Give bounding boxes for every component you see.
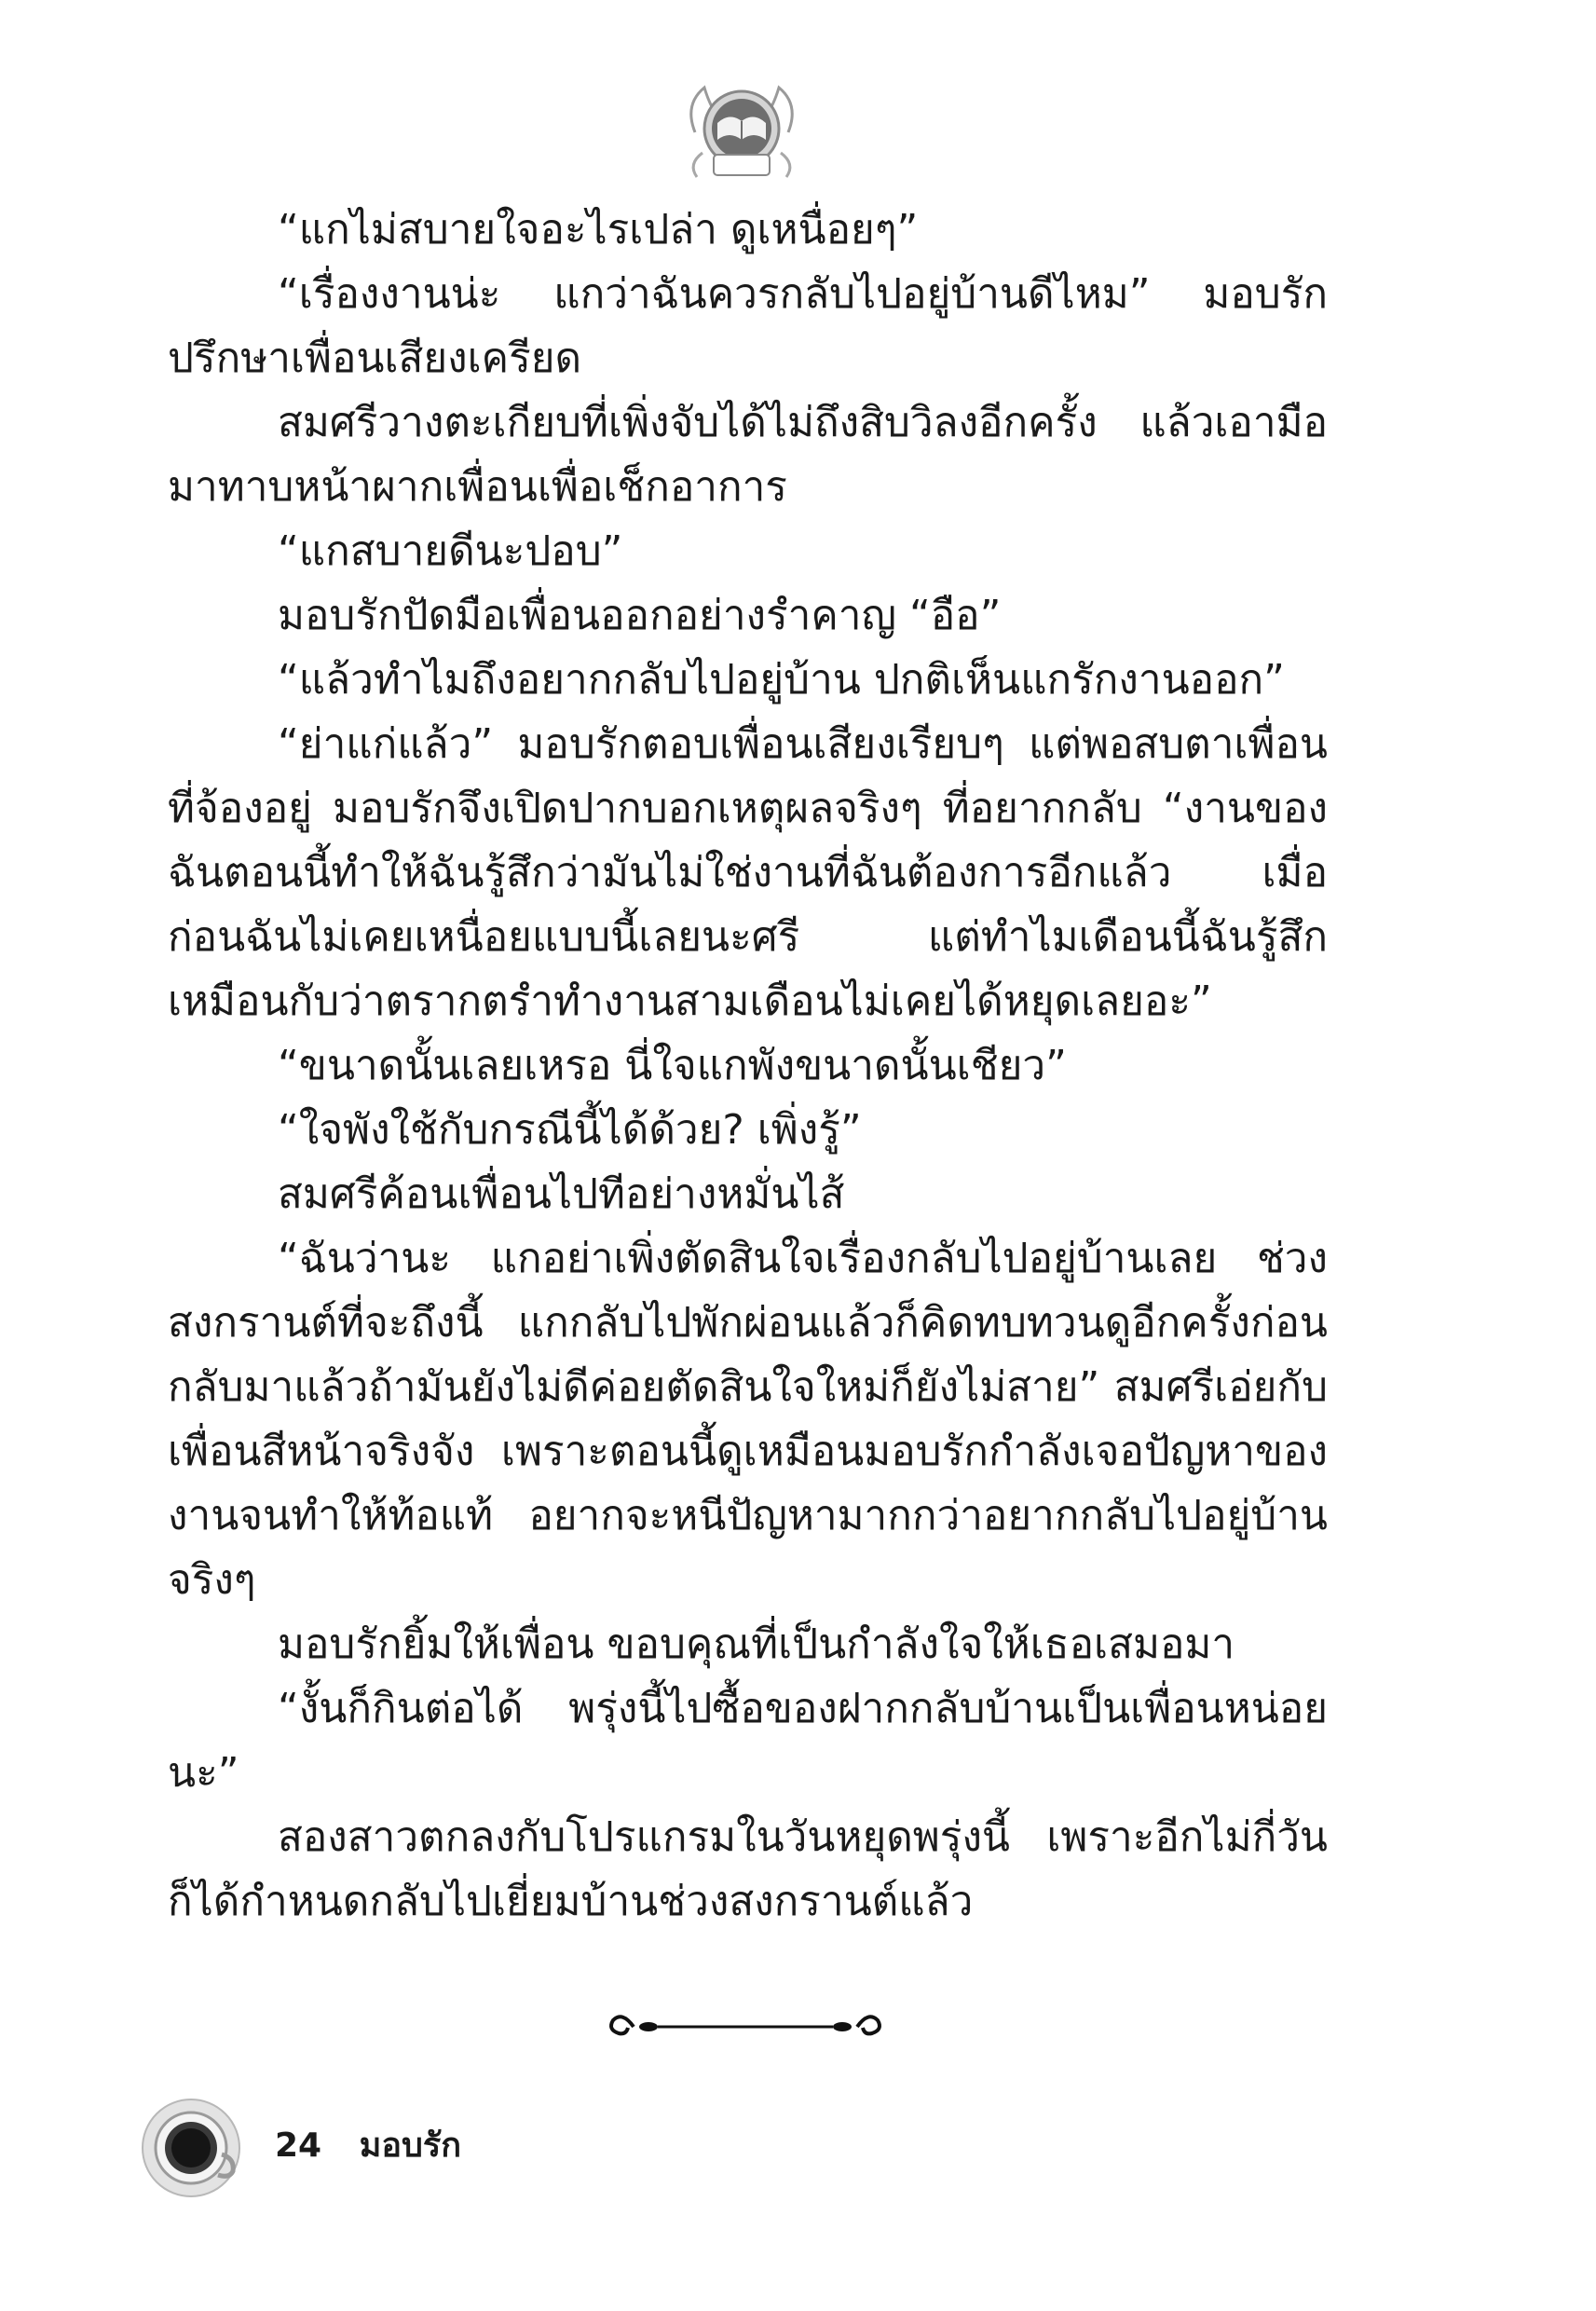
paragraph: “ใจพังใช้กับกรณีนี้ได้ด้วย? เพิ่งรู้”	[278, 1106, 862, 1154]
paragraph: มอบรักปัดมือเพื่อนออกอย่างรำคาญ “อือ”	[278, 592, 1002, 639]
section-divider	[606, 2003, 885, 2050]
page-number: 24	[275, 2126, 322, 2165]
paragraph: “แกไม่สบายใจอะไรเปล่า ดูเหนื่อยๆ”	[278, 206, 919, 253]
paragraph: “งั้นก็กินต่อได้ พรุ่งนี้ไปซื้อของฝากกลับบ้านเป็นเพื่อนหน่อยนะ”	[168, 1685, 1328, 1797]
coffee-cup-icon	[140, 2097, 242, 2199]
paragraph: “ฉันว่านะ แกอย่าเพิ่งตัดสินใจเรื่องกลับไปอยู่บ้านเลย ช่วงสงกรานต์ที่จะถึงนี้ แกกลับไปพักผ่อนแล้วก็คิดทบทวนดูอีกครั้งก่อน กลับมาแล้วถ้ามันยังไม่ดีค่อยตัดสินใจใหม่ก็ยังไม่สาย” สมศรีเอ่ยกับเพื่อนสีหน้าจริงจัง เพราะตอนนี้ดูเหมือนมอบรักกำลังเจอปัญหาของงานจนทำให้ท้อแท้ อยากจะหนีปัญหามากกว่าอยากกลับไปอยู่บ้านจริงๆ	[168, 1235, 1328, 1604]
paragraph: “แกสบายดีนะปอบ”	[278, 527, 623, 575]
book-title: มอบรัก	[359, 2126, 461, 2165]
paragraph: สมศรีค้อนเพื่อนไปทีอย่างหมั่นไส้	[278, 1170, 845, 1218]
page-footer	[140, 2097, 606, 2199]
scroll-divider-ornament-icon	[606, 2003, 885, 2050]
paragraph: “เรื่องงานน่ะ แกว่าฉันควรกลับไปอยู่บ้านดีไหม” มอบรักปรึกษาเพื่อนเสียงเครียด	[168, 270, 1328, 382]
paragraph: มอบรักยิ้มให้เพื่อน ขอบคุณที่เป็นกำลังใจให้เธอเสมอมา	[278, 1620, 1235, 1668]
body-text	[168, 198, 1328, 1934]
paragraph: สองสาวตกลงกับโปรแกรมในวันหยุดพรุ่งนี้ เพราะอีกไม่กี่วันก็ได้กำหนดกลับไปเยี่ยมบ้านช่วงสงกรานต์แล้ว	[168, 1813, 1328, 1925]
book-emblem-logo-icon	[676, 67, 807, 188]
paragraph: สมศรีวางตะเกียบที่เพิ่งจับได้ไม่ถึงสิบวิลงอีกครั้ง แล้วเอามือมาทาบหน้าผากเพื่อนเพื่อเช็กอาการ	[168, 399, 1328, 511]
header-logo	[676, 67, 807, 188]
paragraph: “แล้วทำไมถึงอยากกลับไปอยู่บ้าน ปกติเห็นแกรักงานออก”	[278, 656, 1285, 704]
paragraph: “ย่าแก่แล้ว” มอบรักตอบเพื่อนเสียงเรียบๆ แต่พอสบตาเพื่อนที่จ้องอยู่ มอบรักจึงเปิดปากบอกเหตุผลจริงๆ ที่อยากกลับ “งานของฉันตอนนี้ทำให้ฉันรู้สึกว่ามันไม่ใช่งานที่ฉันต้องการอีกแล้ว เมื่อก่อนฉันไม่เคยเหนื่อยแบบนี้เลยนะศรี แต่ทำไมเดือนนี้ฉันรู้สึกเหมือนกับว่าตรากตรำทำงานสามเดือนไม่เคยได้หยุดเลยอะ”	[168, 720, 1328, 1025]
paragraph: “ขนาดนั้นเลยเหรอ นี่ใจแกพังขนาดนั้นเชียว”	[278, 1042, 1067, 1089]
page-folio	[275, 2123, 461, 2169]
